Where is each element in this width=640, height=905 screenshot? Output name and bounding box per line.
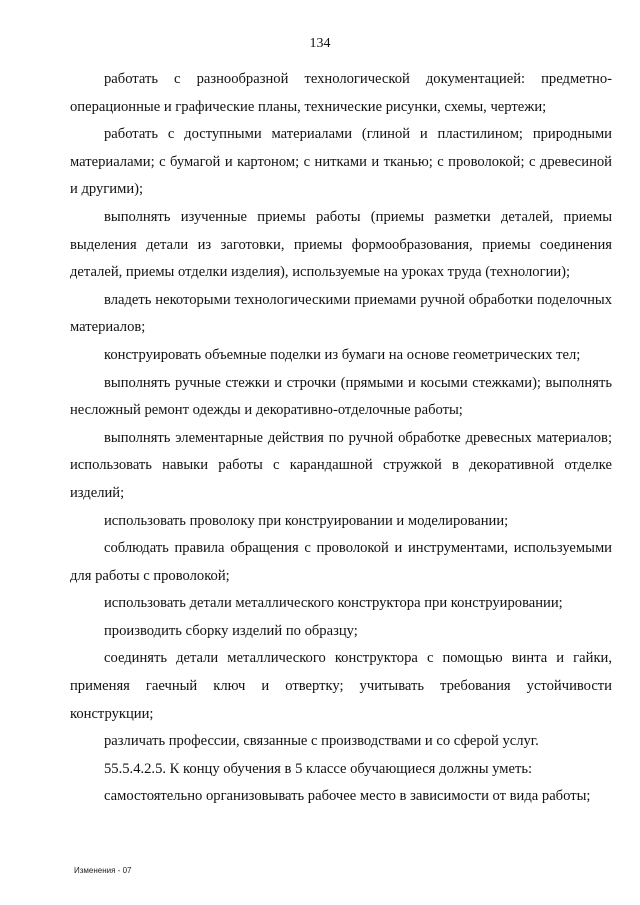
- paragraph-14: 55.5.4.2.5. К концу обучения в 5 классе обучающиеся должны уметь:: [104, 760, 533, 777]
- paragraph-1: работать с разнообразной технологической документацией: предметно-операционные и графические планы, технические рисунки, схемы, чертежи;: [70, 71, 612, 115]
- footer-revision-note: Изменения - 07: [74, 866, 132, 875]
- page-number: 134: [309, 36, 331, 51]
- paragraph-10: использовать детали металлического конструктора при конструировании;: [104, 595, 563, 612]
- paragraph-13: различать профессии, связанные с производствами и со сферой услуг.: [104, 733, 539, 750]
- paragraph-9: соблюдать правила обращения с проволокой и инструментами, используемыми для работы с проволокой;: [70, 540, 612, 584]
- paragraph-11: производить сборку изделий по образцу;: [104, 622, 358, 639]
- paragraph-15: самостоятельно организовывать рабочее место в зависимости от вида работы;: [104, 788, 591, 805]
- paragraph-8: использовать проволоку при конструировании и моделировании;: [104, 512, 509, 529]
- body-text: [70, 66, 612, 811]
- paragraph-5: конструировать объемные поделки из бумаги на основе геометрических тел;: [104, 346, 581, 363]
- paragraph-2: работать с доступными материалами (глиной и пластилином; природными материалами; с бумагой и картоном; с нитками и тканью; с проволокой; с древесиной и другими);: [70, 126, 612, 198]
- paragraph-4: владеть некоторыми технологическими приемами ручной обработки поделочных материалов;: [70, 291, 612, 336]
- paragraph-3: выполнять изученные приемы работы (приемы разметки деталей, приемы выделения детали из заготовки, приемы формообразования, приемы соединения деталей, приемы отделки изделия), используемые на уроках труда (технологии);: [70, 208, 612, 281]
- paragraph-7: выполнять элементарные действия по ручной обработке древесных материалов; использовать навыки работы с карандашной стружкой в декоративной отделке изделий;: [70, 429, 612, 501]
- paragraph-12: соединять детали металлического конструктора с помощью винта и гайки, применяя гаечный ключ и отвертку; учитывать требования устойчивости конструкции;: [70, 650, 612, 722]
- paragraph-6: выполнять ручные стежки и строчки (прямыми и косыми стежками); выполнять несложный ремонт одежды и декоративно-отделочные работы;: [70, 374, 612, 419]
